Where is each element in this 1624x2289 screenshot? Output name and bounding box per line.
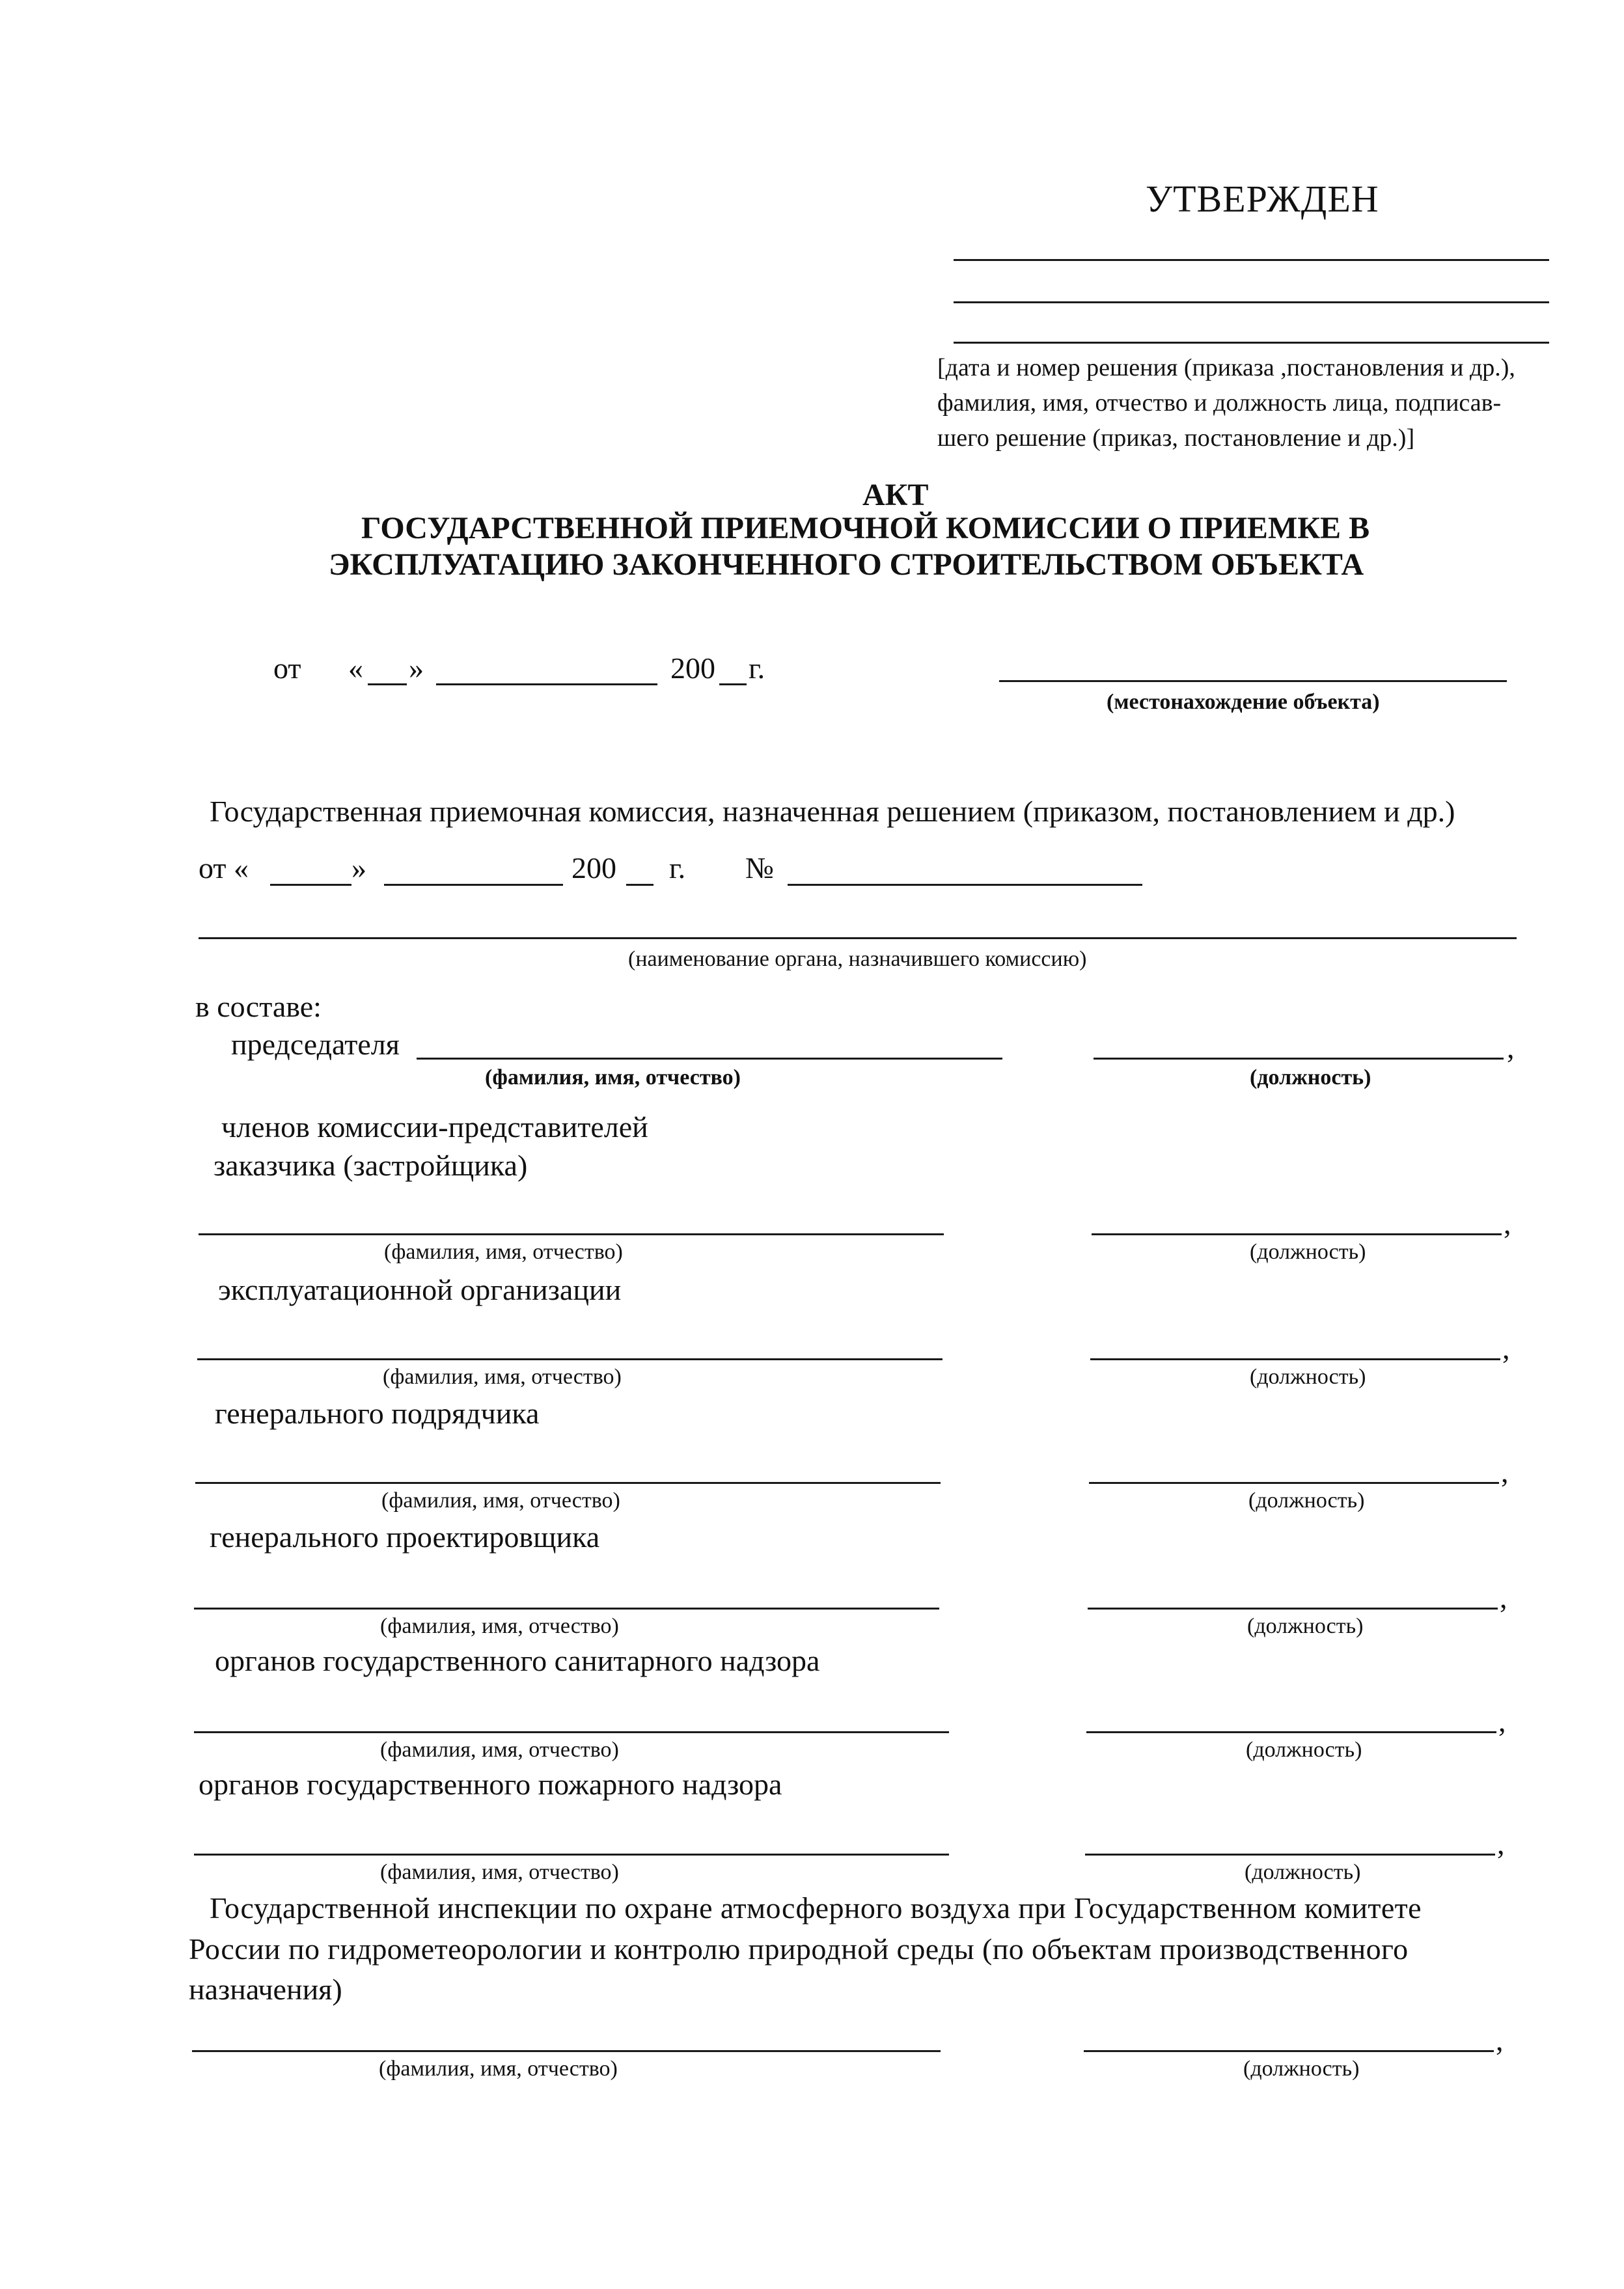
section-4-position-field[interactable] [1088,1608,1498,1610]
section-5-position-field[interactable] [1086,1731,1496,1733]
approval-heading: УТВЕРЖДЕН [1146,178,1379,220]
chairman-fio-caption: (фамилия, имя, отчество) [485,1065,741,1090]
commission-month-field[interactable] [384,884,563,886]
section-5-fio-field[interactable] [194,1731,949,1733]
section-2-position-caption: (должность) [1250,1365,1366,1389]
organ-caption: (наименование органа, назначившего комиссию) [628,947,1087,971]
organ-name-field[interactable] [199,937,1517,939]
section-6-fio-field[interactable] [194,1854,949,1856]
section-3-fio-caption: (фамилия, имя, отчество) [381,1488,620,1513]
inspection-fio-caption: (фамилия, имя, отчество) [379,2057,618,2081]
commission-number-field[interactable] [788,884,1142,886]
section-1-position-caption: (должность) [1250,1240,1366,1264]
section-1-position-field[interactable] [1092,1233,1502,1235]
section-4-position-caption: (должность) [1247,1614,1364,1638]
commission-year-suffix: г. [669,851,686,884]
section-4-label-1: генерального проектировщика [210,1520,600,1554]
section-1-fio-caption: (фамилия, имя, отчество) [384,1240,623,1264]
date-year-suffix: г. [749,651,765,685]
section-1-label-1: членов комиссии-представителей [221,1110,648,1144]
section-1-comma: , [1504,1207,1511,1240]
section-6-label-1: органов государственного пожарного надзора [199,1768,782,1801]
approval-line-2[interactable] [954,301,1549,303]
commission-day-field[interactable] [270,884,351,886]
date-day-field[interactable] [368,683,407,685]
section-4-fio-caption: (фамилия, имя, отчество) [380,1614,619,1638]
commission-ot: от « [199,851,249,884]
inspection-position-caption: (должность) [1243,2057,1360,2081]
inspection-line-2: России по гидрометеорологии и контролю природной среды (по объектам производственного [189,1932,1409,1966]
date-ot: от [273,651,301,685]
date-quote-close: » [409,651,424,685]
section-1-label-2: заказчика (застройщика) [213,1149,528,1182]
date-year: 200 [670,651,715,685]
section-5-fio-caption: (фамилия, имя, отчество) [380,1738,619,1762]
commission-intro: Государственная приемочная комиссия, назначенная решением (приказом, постановлением и др.) [210,795,1455,828]
date-quote-open: « [348,651,363,685]
section-6-comma: , [1497,1827,1505,1860]
section-4-fio-field[interactable] [194,1608,939,1610]
section-2-label-1: эксплуатационной организации [218,1273,622,1306]
commission-quote-close: » [351,851,366,884]
chairman-fio-field[interactable] [417,1058,1002,1060]
section-3-fio-field[interactable] [195,1482,941,1484]
section-3-position-caption: (должность) [1248,1488,1365,1513]
approval-note-3: шего решение (приказ, постановление и др.)] [937,424,1415,452]
commission-year-field[interactable] [626,884,654,886]
section-5-comma: , [1498,1705,1506,1738]
section-2-fio-field[interactable] [197,1358,943,1360]
date-month-field[interactable] [436,683,657,685]
section-2-comma: , [1502,1332,1510,1365]
section-6-position-caption: (должность) [1245,1860,1361,1884]
chairman-label: председателя [231,1028,400,1061]
section-5-position-caption: (должность) [1246,1738,1362,1762]
section-2-fio-caption: (фамилия, имя, отчество) [383,1365,622,1389]
approval-note-1: [дата и номер решения (приказа ,постановления и др.), [937,354,1515,381]
doc-title-line-1: АКТ [862,478,929,512]
approval-line-3[interactable] [954,342,1549,344]
inspection-comma: , [1496,2023,1504,2057]
section-2-position-field[interactable] [1090,1358,1500,1360]
commission-year: 200 [571,851,616,884]
location-field[interactable] [999,680,1507,682]
section-5-label-1: органов государственного санитарного надзора [215,1644,820,1677]
section-4-comma: , [1500,1581,1507,1614]
chairman-position-field[interactable] [1094,1058,1504,1060]
composition-label: в составе: [195,990,322,1023]
section-3-label-1: генерального подрядчика [215,1397,540,1430]
commission-number-sign: № [745,851,774,884]
inspection-line-3: назначения) [189,1973,342,2006]
date-year-field[interactable] [719,683,747,685]
chairman-comma: , [1507,1031,1515,1064]
doc-title-line-2: ГОСУДАРСТВЕННОЙ ПРИЕМОЧНОЙ КОМИССИИ О ПРИЕМКЕ В [361,511,1370,545]
section-3-comma: , [1501,1455,1509,1488]
section-6-fio-caption: (фамилия, имя, отчество) [380,1860,619,1884]
inspection-position-field[interactable] [1084,2050,1494,2052]
inspection-fio-field[interactable] [192,2050,941,2052]
location-caption: (местонахождение объекта) [1107,690,1380,714]
chairman-position-caption: (должность) [1250,1065,1371,1090]
approval-line-1[interactable] [954,259,1549,261]
approval-note-2: фамилия, имя, отчество и должность лица, подписав- [937,389,1502,417]
inspection-line-1: Государственной инспекции по охране атмосферного воздуха при Государственном комитете [210,1891,1422,1925]
section-1-fio-field[interactable] [199,1233,944,1235]
section-3-position-field[interactable] [1089,1482,1499,1484]
section-6-position-field[interactable] [1085,1854,1495,1856]
doc-title-line-3: ЭКСПЛУАТАЦИЮ ЗАКОНЧЕННОГО СТРОИТЕЛЬСТВОМ ОБЪЕКТА [329,547,1364,582]
